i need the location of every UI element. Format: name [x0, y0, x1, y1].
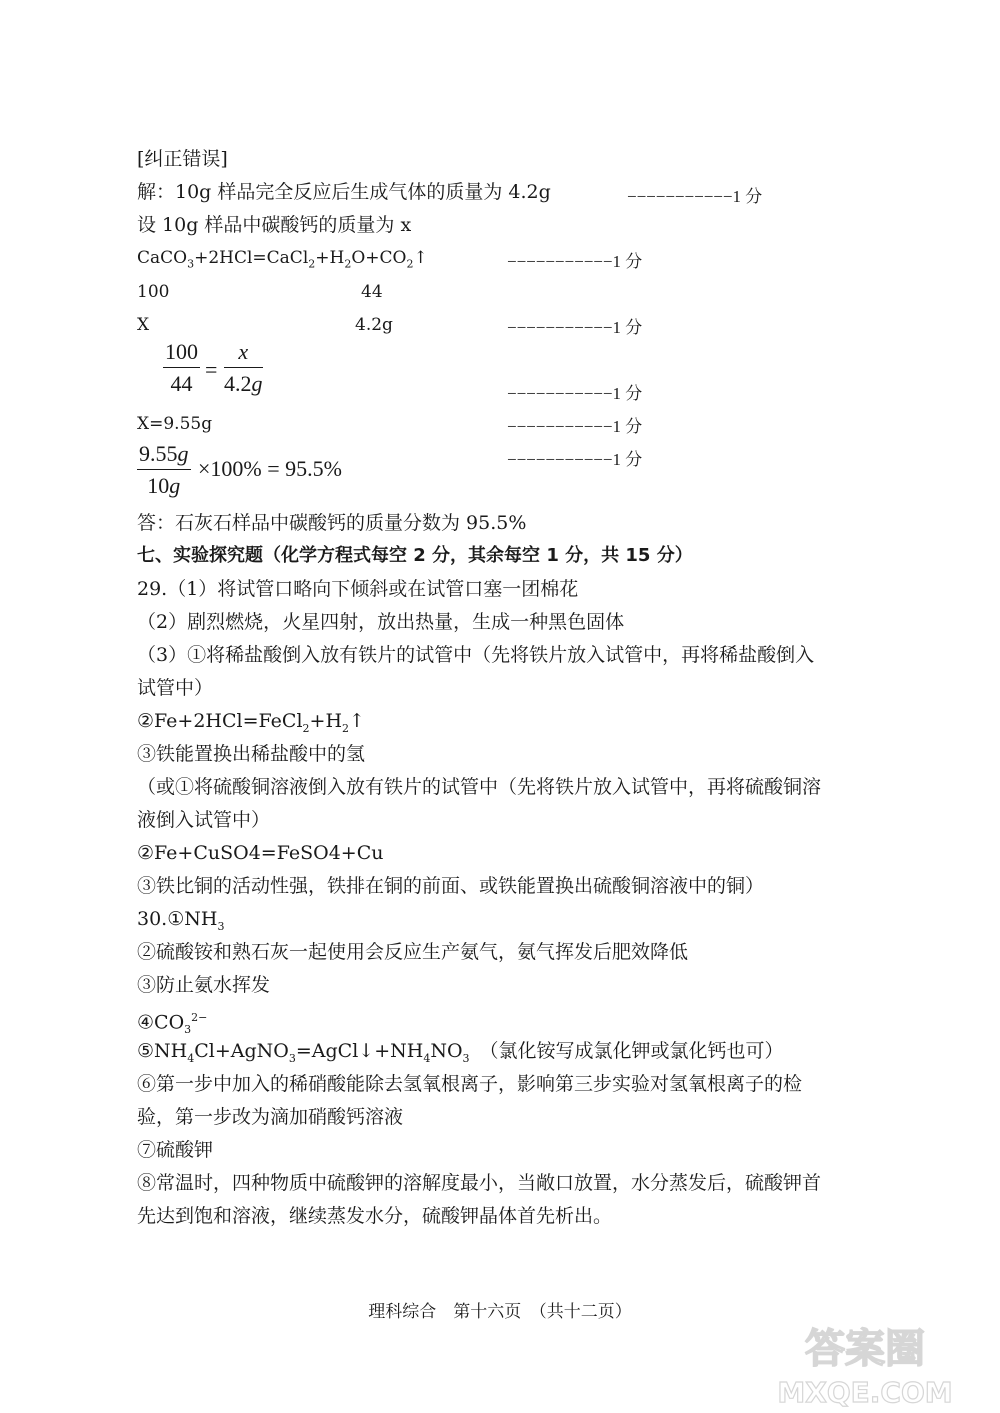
score-marker: −−−−−−−−−−−1 分: [507, 450, 643, 469]
q29-line: ③铁比铜的活动性强，铁排在铜的前面、或铁能置换出硫酸铜溶液中的铜）: [137, 875, 765, 897]
percentage-result: ×100% = 95.5%: [198, 456, 342, 481]
watermark-logo: [760, 1318, 970, 1408]
score-marker: −−−−−−−−−−−1 分: [507, 384, 643, 403]
q30-line: ⑦硫酸钾: [137, 1139, 214, 1161]
fraction-100-44: $\frac{100}{44}$: [165, 339, 198, 396]
q29-line: （2）剧烈燃烧，火星四射，放出热量，生成一种黑色固体: [137, 611, 625, 633]
q30-line: ⑥第一步中加入的稀硝酸能除去氢氧根离子，影响第三步实验对氢氧根离子的检: [137, 1073, 803, 1095]
svg-text:答案圈: 答案圈: [805, 1326, 925, 1372]
section-7-heading: 七、实验探究题（化学方程式每空 2 分，其余每空 1 分，共 15 分）: [137, 545, 693, 566]
q30-line: 验，第一步改为滴加硝酸钙溶液: [137, 1106, 404, 1128]
solution-line-1: 解：10g 样品完全反应后生成气体的质量为 4.2g: [137, 181, 551, 203]
molar-mass-co2: 44: [361, 282, 383, 302]
molar-mass-caco3: 100: [137, 282, 170, 302]
q30-line: $④CO_3^{2-}$: [137, 1011, 208, 1037]
q30-line: ③防止氨水挥发: [137, 974, 271, 996]
q30-line: $30.①NH_3$: [137, 908, 225, 933]
q29-line: 试管中）: [137, 677, 214, 699]
answer-line: 答：石灰石样品中碳酸钙的质量分数为 95.5%: [137, 512, 527, 534]
gas-mass: 4.2g: [355, 315, 393, 335]
section-header: [纠正错误]: [137, 148, 228, 170]
equals-sign: =: [205, 357, 218, 382]
q30-line: 先达到饱和溶液，继续蒸发水分，硫酸钾晶体首先析出。: [137, 1205, 613, 1227]
reaction-equation: $CaCO_3+2HCl=CaCl_2+H_2O+CO_2↑$: [137, 248, 428, 271]
score-marker: −−−−−−−−−−−1 分: [507, 318, 643, 337]
fraction-9.55g-10g: $\frac{9.55g}{10g}$: [139, 441, 189, 498]
score-marker: −−−−−−−−−−−1 分: [507, 417, 643, 436]
q29-line: ③铁能置换出稀盐酸中的氢: [137, 743, 366, 765]
solution-line-2: 设 10g 样品中碳酸钙的质量为 x: [137, 214, 412, 236]
q30-equation: $⑤NH_4Cl+AgNO_3=AgCl↓+NH_4NO_3$ （氯化铵写成氯化钾或氯化钙也可）: [137, 1040, 784, 1065]
q29-line: 液倒入试管中）: [137, 809, 271, 831]
q29-equation-2: ②Fe+CuSO4=FeSO4+Cu: [137, 842, 384, 864]
q30-line: ②硫酸铵和熟石灰一起使用会反应生产氨气，氨气挥发后肥效降低: [137, 941, 689, 963]
q29-line: （或①将硫酸铜溶液倒入放有铁片的试管中（先将铁片放入试管中，再将硫酸铜溶: [137, 776, 822, 798]
fraction-x-4.2g: $\frac{x}{4.2g}$: [224, 339, 263, 396]
page-footer: 理科综合 第十六页 （共十二页）: [368, 1302, 632, 1322]
q30-line: ⑧常温时，四种物质中硫酸钾的溶解度最小，当敞口放置，水分蒸发后，硫酸钾首: [137, 1172, 822, 1194]
score-marker: −−−−−−−−−−−1 分: [627, 187, 763, 206]
q29-equation-1: $②Fe+2HCl=FeCl_2+H_2↑$: [137, 710, 365, 735]
q29-line: （3）①将稀盐酸倒入放有铁片的试管中（先将铁片放入试管中，再将稀盐酸倒入: [137, 644, 815, 666]
unknown-x: X: [137, 315, 150, 335]
svg-text:MXQE.COM: MXQE.COM: [777, 1376, 953, 1408]
x-result: X=9.55g: [137, 414, 213, 434]
score-marker: −−−−−−−−−−−1 分: [507, 252, 643, 271]
q29-line: 29.（1）将试管口略向下倾斜或在试管口塞一团棉花: [137, 578, 579, 600]
